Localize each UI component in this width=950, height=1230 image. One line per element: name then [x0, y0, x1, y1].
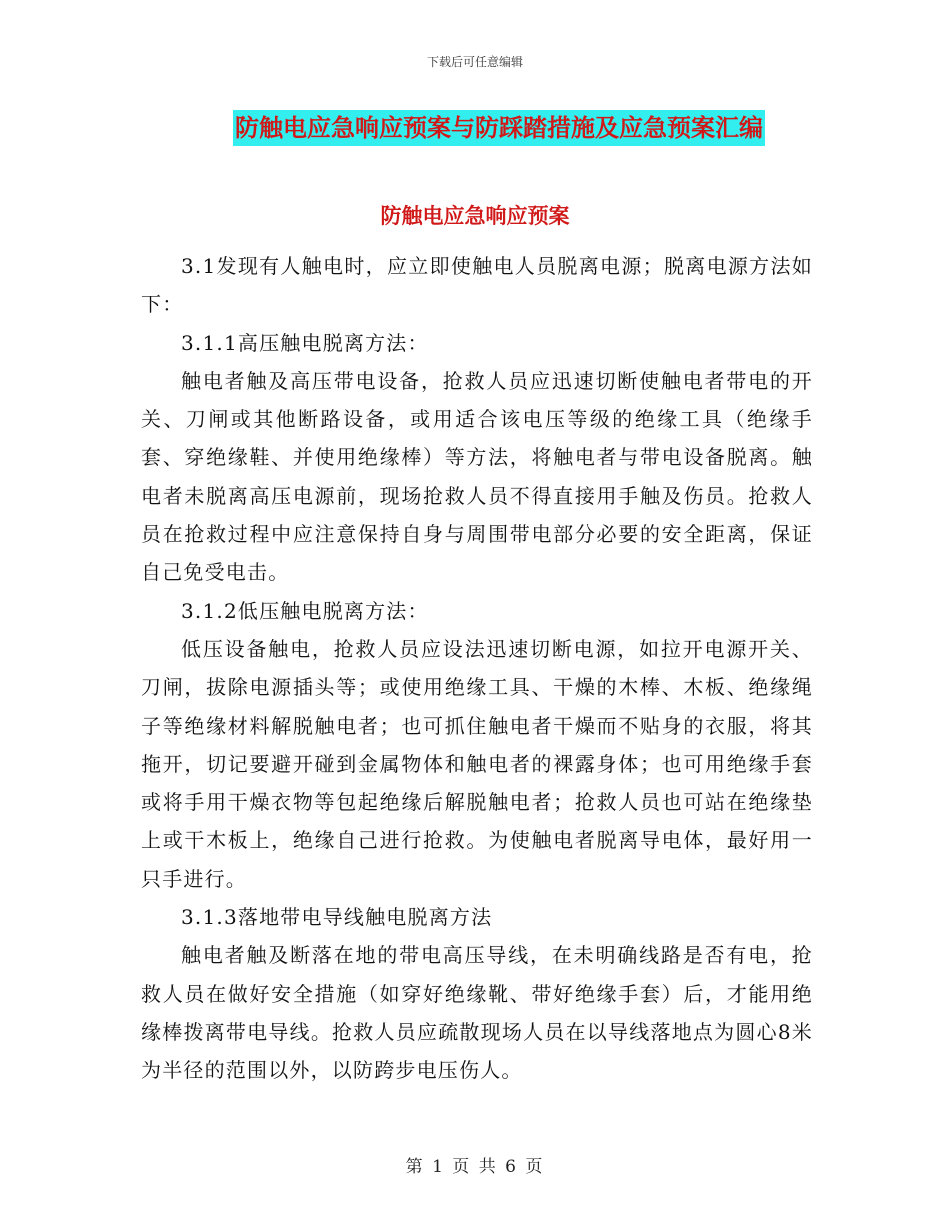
heading-3-1-3: 3.1.3落地带电导线触电脱离方法 — [181, 905, 493, 930]
paragraph-3-1: 3.1发现有人触电时，应立即使触电人员脱离电源；脱离电源方法如下： — [141, 254, 813, 317]
section-title: 防触电应急响应预案 — [380, 203, 570, 228]
main-title: 防触电应急响应预案与防踩踏措施及应急预案汇编 — [233, 110, 765, 146]
page-footer: 第 1 页 共 6 页 — [405, 1157, 545, 1177]
heading-3-1-2: 3.1.2低压触电脱离方法： — [181, 598, 429, 623]
main-title-container — [0, 110, 950, 146]
heading-3-1-1: 3.1.1高压触电脱离方法： — [181, 330, 429, 355]
body-text — [141, 247, 813, 1090]
paragraph-high-voltage: 触电者触及高压带电设备，抢救人员应迅速切断使触电者带电的开关、刀闸或其他断路设备，或用适合该电压等级的绝缘工具（绝缘手套、穿绝缘鞋、并使用绝缘棒）等方法，将触电者与带电设备脱离。触电者未脱离高压电源前，现场抢救人员不得直接用手触及伤员。抢救人员在抢救过程中应注意保持自身与周围带电部分必要的安全距离，保证自己免受电击。 — [141, 368, 813, 585]
paragraph-fallen-wire: 触电者触及断落在地的带电高压导线，在未明确线路是否有电，抢救人员在做好安全措施（如穿好绝缘靴、带好绝缘手套）后，才能用绝缘棒拨离带电导线。抢救人员应疏散现场人员在以导线落地点为圆心8米为半径的范围以外，以防跨步电压伤人。 — [141, 943, 813, 1083]
paragraph-low-voltage: 低压设备触电，抢救人员应设法迅速切断电源，如拉开电源开关、刀闸，拔除电源插头等；或使用绝缘工具、干燥的木棒、木板、绝缘绳子等绝缘材料解脱触电者；也可抓住触电者干燥而不贴身的衣服，将其拖开，切记要避开碰到金属物体和触电者的裸露身体；也可用绝缘手套或将手用干燥衣物等包起绝缘后解脱触电者；抢救人员也可站在绝缘垫上或干木板上，绝缘自己进行抢救。为使触电者脱离导电体，最好用一只手进行。 — [141, 636, 813, 891]
header-note: 下载后可任意编辑 — [426, 55, 523, 69]
